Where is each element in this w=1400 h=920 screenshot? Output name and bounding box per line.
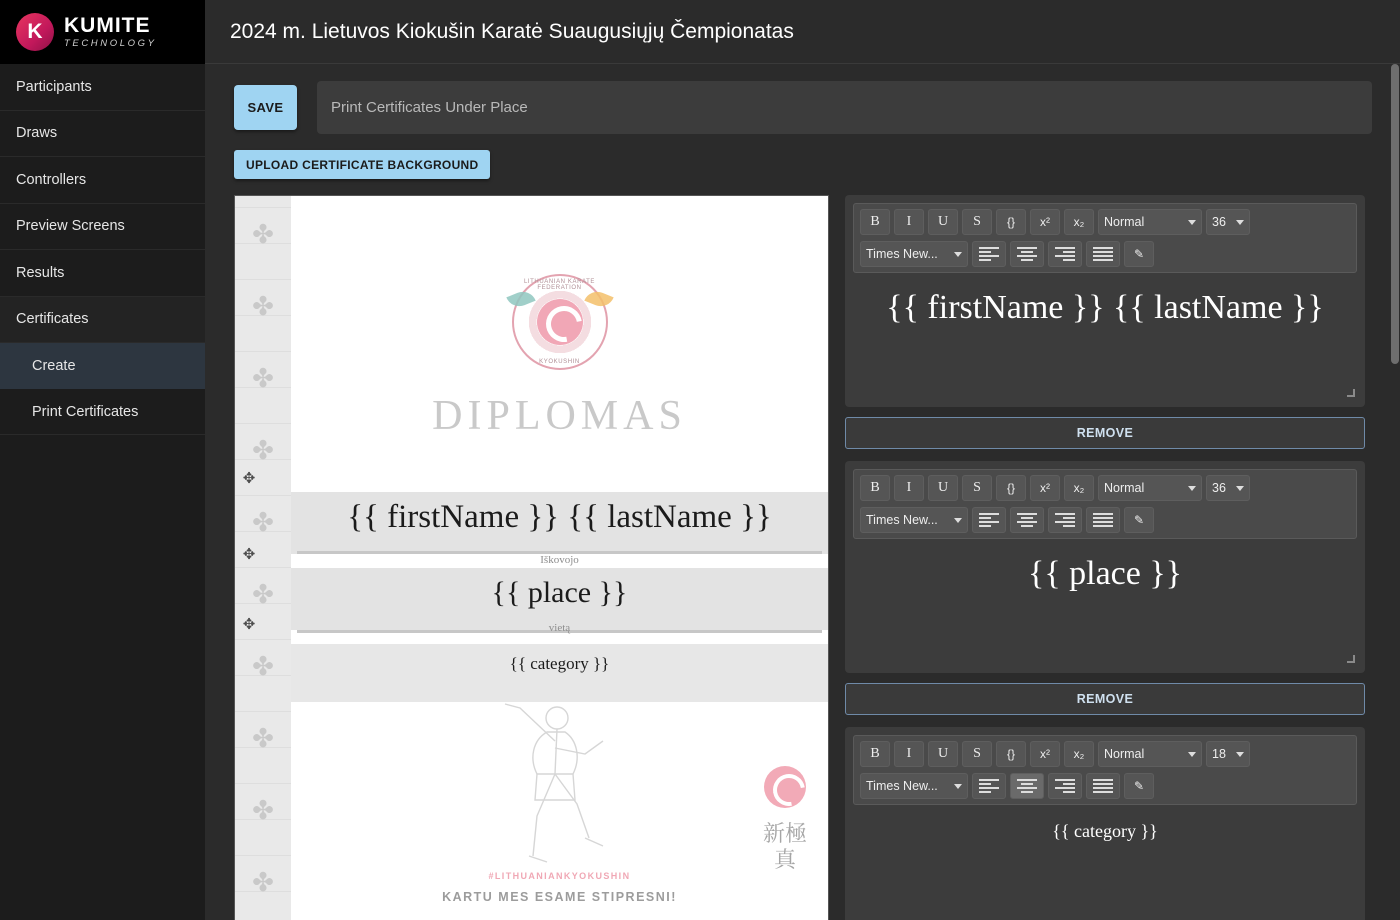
superscript-button[interactable]: x² <box>1030 209 1060 235</box>
heading-select[interactable] <box>1098 475 1202 501</box>
action-toolbar <box>205 64 1400 134</box>
sidebar-item-label: Results <box>16 264 65 281</box>
sidebar-item-label: Draws <box>16 125 58 142</box>
sidebar-item-label: Controllers <box>16 171 87 188</box>
kanji-stamp: 新極真 <box>762 822 807 873</box>
align-center-button[interactable] <box>1010 507 1044 533</box>
remove-button-place[interactable]: REMOVE <box>845 683 1365 715</box>
toolbar-row-2 <box>860 241 1350 267</box>
ornament-motif-icon: ✤ <box>252 507 274 537</box>
page-title-bar <box>205 0 1400 64</box>
print-under-place-input[interactable] <box>317 81 1372 134</box>
editor-text: {{ category }} <box>1052 821 1158 841</box>
toolbar-row-2 <box>860 507 1350 533</box>
superscript-button[interactable]: x² <box>1030 475 1060 501</box>
logo-leaf-left-icon <box>506 288 535 311</box>
chevron-down-icon <box>954 252 962 257</box>
editor-card-name <box>845 195 1365 407</box>
chevron-down-icon <box>1188 220 1196 225</box>
editor-content-place[interactable] <box>853 539 1357 665</box>
bold-button[interactable]: B <box>860 741 890 767</box>
sidebar-item-label: Preview Screens <box>16 218 125 235</box>
chevron-down-icon <box>954 784 962 789</box>
logo-leaf-right-icon <box>584 288 613 311</box>
font-size-select[interactable] <box>1206 209 1250 235</box>
certificate-sub-name-label: Iškovojo <box>540 554 579 566</box>
ornament-motif-icon: ✤ <box>252 363 274 393</box>
align-justify-button[interactable] <box>1086 241 1120 267</box>
rich-text-toolbar <box>853 735 1357 805</box>
ornament-motif-icon: ✤ <box>252 795 274 825</box>
align-left-button[interactable] <box>972 773 1006 799</box>
certificate-place-field[interactable]: {{ place }} <box>491 576 628 609</box>
ornament-motif-icon: ✤ <box>252 219 274 249</box>
workspace <box>205 179 1400 920</box>
sidebar-item-certificates[interactable] <box>0 297 205 344</box>
editor-card-category <box>845 727 1365 920</box>
brand-text <box>64 15 157 49</box>
subscript-button[interactable]: x₂ <box>1064 209 1094 235</box>
brand-subtitle: TECHNOLOGY <box>64 38 157 50</box>
heading-select-value: Normal <box>1104 215 1145 229</box>
upload-certificate-background-button[interactable]: UPLOAD CERTIFICATE BACKGROUND <box>234 150 490 179</box>
kyokushin-stamp-icon <box>764 766 806 808</box>
karate-fighter-illustration <box>485 696 635 871</box>
heading-select[interactable] <box>1098 741 1202 767</box>
ornament-motif-icon: ✤ <box>252 435 274 465</box>
toolbar-row-1 <box>860 209 1350 235</box>
sidebar-subitem-print-certificates[interactable] <box>0 389 205 435</box>
chevron-down-icon <box>1236 486 1244 491</box>
font-size-value: 36 <box>1212 481 1226 495</box>
sidebar-item-controllers[interactable] <box>0 157 205 204</box>
sidebar-subitem-label: Create <box>32 358 76 374</box>
sidebar-item-results[interactable] <box>0 250 205 297</box>
align-left-button[interactable] <box>972 507 1006 533</box>
font-size-value: 18 <box>1212 747 1226 761</box>
editor-text: {{ firstName }} {{ lastName }} <box>886 289 1324 326</box>
ornament-motif-icon: ✤ <box>252 867 274 897</box>
font-family-select[interactable] <box>860 507 968 533</box>
strikethrough-button[interactable]: S <box>962 475 992 501</box>
brand-logo[interactable] <box>0 0 205 64</box>
kumite-logo-icon <box>16 13 54 51</box>
align-justify-button[interactable] <box>1086 507 1120 533</box>
rich-text-toolbar <box>853 203 1357 273</box>
sidebar-item-participants[interactable] <box>0 64 205 111</box>
ornament-motif-icon: ✤ <box>252 291 274 321</box>
editor-content-name[interactable] <box>853 273 1357 399</box>
font-size-select[interactable] <box>1206 741 1250 767</box>
toolbar-row-2 <box>860 773 1350 799</box>
sidebar-item-preview-screens[interactable] <box>0 204 205 251</box>
certificate-hashtag: #LITHUANIANKYOKUSHIN <box>488 871 631 881</box>
editor-card-place <box>845 461 1365 673</box>
toolbar-row-1 <box>860 475 1350 501</box>
vertical-scrollbar[interactable] <box>1390 64 1400 920</box>
logo-ring-bottom-text: KYOKUSHIN <box>539 359 580 365</box>
sidebar-subitem-label: Print Certificates <box>32 403 139 420</box>
superscript-button[interactable]: x² <box>1030 741 1060 767</box>
heading-select-value: Normal <box>1104 747 1145 761</box>
heading-select[interactable] <box>1098 209 1202 235</box>
certificate-name-field[interactable]: {{ firstName }} {{ lastName }} <box>347 499 772 535</box>
code-button[interactable]: {} <box>996 209 1026 235</box>
logo-ring-top-text: LITHUANIAN KARATE FEDERATION <box>523 279 596 291</box>
heading-select-value: Normal <box>1104 481 1145 495</box>
save-button[interactable]: SAVE <box>234 85 297 130</box>
sidebar <box>0 0 205 920</box>
certificate-sub-place-label: vietą <box>548 622 571 634</box>
align-center-button[interactable] <box>1010 773 1044 799</box>
align-right-button[interactable] <box>1048 507 1082 533</box>
align-right-button[interactable] <box>1048 773 1082 799</box>
chevron-down-icon <box>1188 752 1196 757</box>
italic-button[interactable]: I <box>894 475 924 501</box>
scrollbar-thumb[interactable] <box>1391 64 1399 364</box>
ornament-motif-icon: ✤ <box>252 579 274 609</box>
bold-button[interactable]: B <box>860 209 890 235</box>
content-area <box>205 64 1400 920</box>
sidebar-item-label: Participants <box>16 78 92 95</box>
toolbar-row-1 <box>860 741 1350 767</box>
font-family-value: Times New... <box>866 247 938 261</box>
ornament-motif-icon: ✤ <box>252 723 274 753</box>
text-color-button[interactable]: ✎ <box>1124 507 1154 533</box>
drag-handle-name-icon[interactable]: ✥ <box>242 470 256 487</box>
align-left-button[interactable] <box>972 241 1006 267</box>
text-color-button[interactable]: ✎ <box>1124 773 1154 799</box>
chevron-down-icon <box>1188 486 1196 491</box>
drag-handle-place-icon[interactable]: ✥ <box>242 546 256 563</box>
editor-panels <box>845 195 1377 920</box>
text-color-button[interactable]: ✎ <box>1124 241 1154 267</box>
certificate-canvas <box>291 196 828 920</box>
align-right-button[interactable] <box>1048 241 1082 267</box>
font-family-select[interactable] <box>860 241 968 267</box>
sidebar-subitem-create[interactable] <box>0 343 205 389</box>
underline-button[interactable]: U <box>928 209 958 235</box>
align-center-button[interactable] <box>1010 241 1044 267</box>
certificate-title: DIPLOMAS <box>432 393 687 439</box>
italic-button[interactable]: I <box>894 741 924 767</box>
underline-button[interactable]: U <box>928 741 958 767</box>
bold-button[interactable]: B <box>860 475 890 501</box>
resize-grip-icon[interactable] <box>1347 655 1355 663</box>
chevron-down-icon <box>1236 752 1244 757</box>
underline-button[interactable]: U <box>928 475 958 501</box>
font-size-select[interactable] <box>1206 475 1250 501</box>
strikethrough-button[interactable]: S <box>962 209 992 235</box>
font-size-value: 36 <box>1212 215 1226 229</box>
resize-grip-icon[interactable] <box>1347 389 1355 397</box>
rich-text-toolbar <box>853 469 1357 539</box>
sidebar-item-label: Certificates <box>16 311 89 328</box>
upload-row <box>205 134 1400 179</box>
strikethrough-button[interactable]: S <box>962 741 992 767</box>
page-title: 2024 m. Lietuvos Kiokušin Karatė Suaugusiųjų Čempionatas <box>230 19 794 43</box>
editor-text: {{ place }} <box>1028 555 1182 592</box>
chevron-down-icon <box>1236 220 1244 225</box>
align-justify-button[interactable] <box>1086 773 1120 799</box>
sidebar-item-draws[interactable] <box>0 111 205 158</box>
main-area <box>205 0 1400 920</box>
federation-logo-wrap <box>291 274 828 370</box>
font-family-select[interactable] <box>860 773 968 799</box>
ornament-motif-icon: ✤ <box>252 651 274 681</box>
chevron-down-icon <box>954 518 962 523</box>
drag-handle-category-icon[interactable]: ✥ <box>242 616 256 633</box>
font-family-value: Times New... <box>866 779 938 793</box>
editor-content-category[interactable] <box>853 805 1357 920</box>
italic-button[interactable]: I <box>894 209 924 235</box>
federation-logo-icon <box>512 274 608 370</box>
certificate-category-field[interactable]: {{ category }} <box>509 654 610 673</box>
subscript-button[interactable]: x₂ <box>1064 475 1094 501</box>
certificate-tagline: KARTU MES ESAME STIPRESNI! <box>442 890 677 904</box>
remove-button-name[interactable]: REMOVE <box>845 417 1365 449</box>
logo-swirl-icon <box>537 299 583 345</box>
code-button[interactable]: {} <box>996 741 1026 767</box>
certificate-preview[interactable] <box>234 195 829 920</box>
brand-name: KUMITE <box>64 14 151 38</box>
code-button[interactable]: {} <box>996 475 1026 501</box>
font-family-value: Times New... <box>866 513 938 527</box>
subscript-button[interactable]: x₂ <box>1064 741 1094 767</box>
